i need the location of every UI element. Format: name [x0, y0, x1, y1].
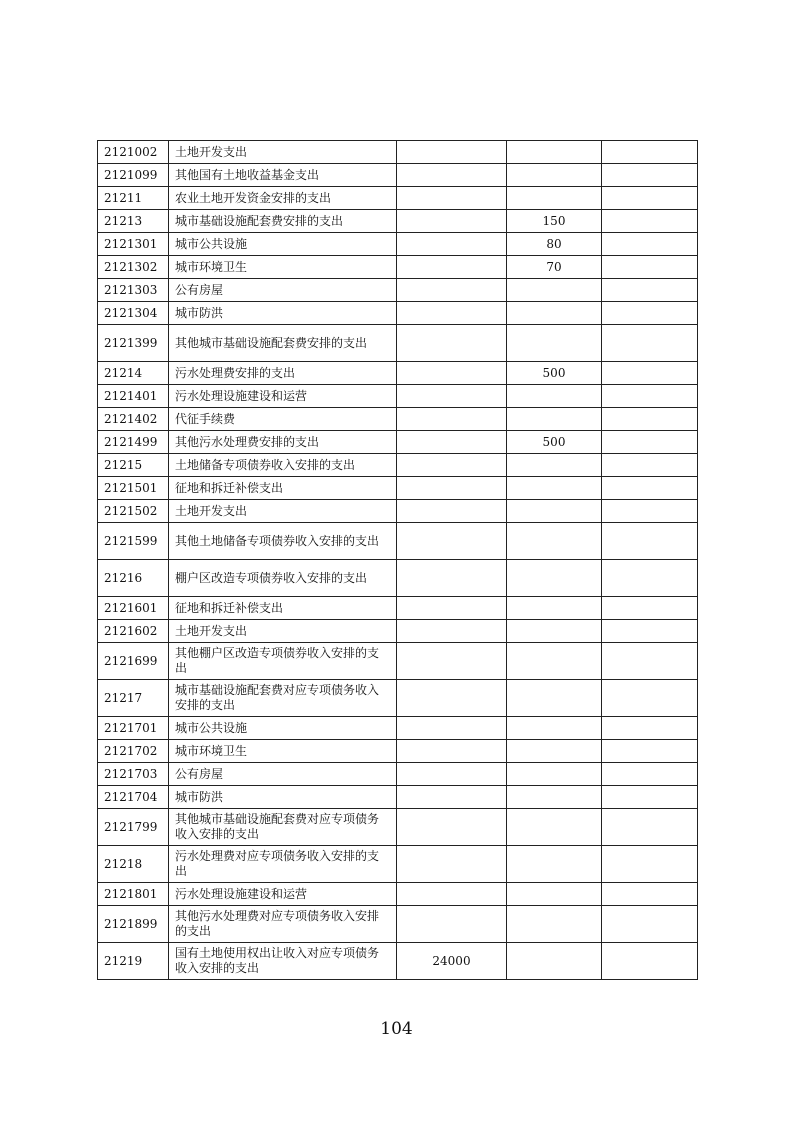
- code-cell: 2121599: [98, 523, 169, 560]
- table-row: [98, 233, 698, 256]
- table-row: [98, 454, 698, 477]
- amount-cell-3: [602, 362, 698, 385]
- amount-cell-2: [507, 597, 602, 620]
- amount-cell-1: [397, 164, 507, 187]
- amount-cell-1: [397, 560, 507, 597]
- amount-cell-3: [602, 256, 698, 279]
- table-row: [98, 680, 698, 717]
- name-cell: 城市公共设施: [169, 717, 397, 740]
- table-row: [98, 362, 698, 385]
- amount-cell-2: [507, 325, 602, 362]
- amount-cell-1: [397, 763, 507, 786]
- name-cell: 其他土地储备专项债券收入安排的支出: [169, 523, 397, 560]
- table-row: [98, 500, 698, 523]
- amount-cell-1: [397, 362, 507, 385]
- amount-cell-2: 80: [507, 233, 602, 256]
- amount-cell-3: [602, 680, 698, 717]
- code-cell: 2121601: [98, 597, 169, 620]
- amount-cell-1: [397, 408, 507, 431]
- code-cell: 2121302: [98, 256, 169, 279]
- amount-cell-3: [602, 846, 698, 883]
- amount-cell-3: [602, 597, 698, 620]
- code-cell: 21214: [98, 362, 169, 385]
- name-cell: 其他城市基础设施配套费安排的支出: [169, 325, 397, 362]
- name-cell: 污水处理费安排的支出: [169, 362, 397, 385]
- amount-cell-2: [507, 523, 602, 560]
- name-cell: 土地开发支出: [169, 500, 397, 523]
- amount-cell-2: 500: [507, 431, 602, 454]
- name-cell: 其他污水处理费安排的支出: [169, 431, 397, 454]
- code-cell: 2121002: [98, 141, 169, 164]
- amount-cell-1: [397, 620, 507, 643]
- amount-cell-2: [507, 680, 602, 717]
- name-cell: 其他污水处理费对应专项债务收入安排的支出: [169, 906, 397, 943]
- name-cell: 土地开发支出: [169, 141, 397, 164]
- amount-cell-2: [507, 883, 602, 906]
- amount-cell-1: [397, 883, 507, 906]
- amount-cell-3: [602, 883, 698, 906]
- amount-cell-2: [507, 385, 602, 408]
- name-cell: 农业土地开发资金安排的支出: [169, 187, 397, 210]
- amount-cell-1: [397, 680, 507, 717]
- amount-cell-1: [397, 210, 507, 233]
- amount-cell-3: [602, 325, 698, 362]
- code-cell: 21211: [98, 187, 169, 210]
- amount-cell-3: [602, 385, 698, 408]
- amount-cell-3: [602, 164, 698, 187]
- amount-cell-2: [507, 809, 602, 846]
- amount-cell-2: [507, 477, 602, 500]
- code-cell: 2121702: [98, 740, 169, 763]
- amount-cell-3: [602, 408, 698, 431]
- code-cell: 2121402: [98, 408, 169, 431]
- code-cell: 21216: [98, 560, 169, 597]
- code-cell: 21217: [98, 680, 169, 717]
- table-row: [98, 786, 698, 809]
- code-cell: 21219: [98, 943, 169, 980]
- amount-cell-2: [507, 943, 602, 980]
- page-number: 104: [380, 1019, 413, 1039]
- amount-cell-2: [507, 643, 602, 680]
- name-cell: 城市基础设施配套费安排的支出: [169, 210, 397, 233]
- amount-cell-3: [602, 431, 698, 454]
- amount-cell-2: 500: [507, 362, 602, 385]
- amount-cell-2: [507, 786, 602, 809]
- code-cell: 2121099: [98, 164, 169, 187]
- table-row: [98, 187, 698, 210]
- amount-cell-3: [602, 141, 698, 164]
- table-row: [98, 431, 698, 454]
- name-cell: 城市公共设施: [169, 233, 397, 256]
- name-cell: 污水处理费对应专项债务收入安排的支出: [169, 846, 397, 883]
- table-row: [98, 620, 698, 643]
- amount-cell-2: [507, 846, 602, 883]
- amount-cell-1: [397, 786, 507, 809]
- amount-cell-2: [507, 906, 602, 943]
- amount-cell-2: [507, 500, 602, 523]
- amount-cell-1: [397, 477, 507, 500]
- amount-cell-3: [602, 943, 698, 980]
- amount-cell-3: [602, 560, 698, 597]
- name-cell: 国有土地使用权出让收入对应专项债务收入安排的支出: [169, 943, 397, 980]
- amount-cell-3: [602, 500, 698, 523]
- code-cell: 2121799: [98, 809, 169, 846]
- amount-cell-1: 24000: [397, 943, 507, 980]
- amount-cell-3: [602, 740, 698, 763]
- amount-cell-2: [507, 279, 602, 302]
- amount-cell-3: [602, 302, 698, 325]
- table-row: [98, 597, 698, 620]
- amount-cell-1: [397, 597, 507, 620]
- amount-cell-3: [602, 187, 698, 210]
- table-row: [98, 763, 698, 786]
- code-cell: 2121801: [98, 883, 169, 906]
- code-cell: 2121401: [98, 385, 169, 408]
- table-row: [98, 279, 698, 302]
- code-cell: 2121499: [98, 431, 169, 454]
- amount-cell-3: [602, 643, 698, 680]
- code-cell: 2121399: [98, 325, 169, 362]
- table-body: [98, 141, 698, 980]
- table-row: [98, 943, 698, 980]
- amount-cell-1: [397, 809, 507, 846]
- table-row: [98, 740, 698, 763]
- amount-cell-1: [397, 717, 507, 740]
- code-cell: 2121304: [98, 302, 169, 325]
- name-cell: 城市防洪: [169, 786, 397, 809]
- amount-cell-3: [602, 620, 698, 643]
- amount-cell-1: [397, 454, 507, 477]
- code-cell: 2121699: [98, 643, 169, 680]
- table-row: [98, 906, 698, 943]
- amount-cell-1: [397, 385, 507, 408]
- amount-cell-2: [507, 141, 602, 164]
- amount-cell-1: [397, 325, 507, 362]
- amount-cell-1: [397, 846, 507, 883]
- amount-cell-2: [507, 454, 602, 477]
- name-cell: 征地和拆迁补偿支出: [169, 477, 397, 500]
- amount-cell-3: [602, 523, 698, 560]
- name-cell: 城市防洪: [169, 302, 397, 325]
- name-cell: 污水处理设施建设和运营: [169, 385, 397, 408]
- code-cell: 21213: [98, 210, 169, 233]
- amount-cell-1: [397, 523, 507, 560]
- code-cell: 21215: [98, 454, 169, 477]
- table-row: [98, 408, 698, 431]
- code-cell: 2121501: [98, 477, 169, 500]
- table-row: [98, 302, 698, 325]
- name-cell: 污水处理设施建设和运营: [169, 883, 397, 906]
- code-cell: 21218: [98, 846, 169, 883]
- amount-cell-1: [397, 279, 507, 302]
- table-row: [98, 385, 698, 408]
- code-cell: 2121703: [98, 763, 169, 786]
- code-cell: 2121303: [98, 279, 169, 302]
- amount-cell-1: [397, 233, 507, 256]
- amount-cell-1: [397, 740, 507, 763]
- amount-cell-3: [602, 477, 698, 500]
- name-cell: 公有房屋: [169, 279, 397, 302]
- code-cell: 2121502: [98, 500, 169, 523]
- table-row: [98, 210, 698, 233]
- amount-cell-2: [507, 740, 602, 763]
- amount-cell-1: [397, 500, 507, 523]
- table-row: [98, 325, 698, 362]
- name-cell: 棚户区改造专项债券收入安排的支出: [169, 560, 397, 597]
- code-cell: 2121899: [98, 906, 169, 943]
- amount-cell-1: [397, 256, 507, 279]
- code-cell: 2121301: [98, 233, 169, 256]
- amount-cell-1: [397, 141, 507, 164]
- amount-cell-2: [507, 187, 602, 210]
- amount-cell-3: [602, 763, 698, 786]
- table-row: [98, 256, 698, 279]
- amount-cell-3: [602, 786, 698, 809]
- name-cell: 其他城市基础设施配套费对应专项债务收入安排的支出: [169, 809, 397, 846]
- table-row: [98, 477, 698, 500]
- amount-cell-2: [507, 717, 602, 740]
- code-cell: 2121701: [98, 717, 169, 740]
- code-cell: 2121704: [98, 786, 169, 809]
- name-cell: 城市环境卫生: [169, 740, 397, 763]
- table-row: [98, 809, 698, 846]
- amount-cell-3: [602, 906, 698, 943]
- table-row: [98, 560, 698, 597]
- name-cell: 代征手续费: [169, 408, 397, 431]
- table-row: [98, 141, 698, 164]
- name-cell: 其他棚户区改造专项债券收入安排的支出: [169, 643, 397, 680]
- amount-cell-2: 150: [507, 210, 602, 233]
- name-cell: 土地储备专项债券收入安排的支出: [169, 454, 397, 477]
- table-row: [98, 523, 698, 560]
- amount-cell-3: [602, 454, 698, 477]
- amount-cell-2: [507, 620, 602, 643]
- amount-cell-2: [507, 408, 602, 431]
- amount-cell-1: [397, 643, 507, 680]
- amount-cell-3: [602, 210, 698, 233]
- budget-table: [97, 140, 698, 980]
- name-cell: 城市环境卫生: [169, 256, 397, 279]
- amount-cell-2: [507, 164, 602, 187]
- amount-cell-2: [507, 560, 602, 597]
- amount-cell-1: [397, 187, 507, 210]
- table-row: [98, 846, 698, 883]
- amount-cell-3: [602, 233, 698, 256]
- amount-cell-3: [602, 279, 698, 302]
- code-cell: 2121602: [98, 620, 169, 643]
- table-row: [98, 883, 698, 906]
- amount-cell-2: [507, 302, 602, 325]
- amount-cell-1: [397, 302, 507, 325]
- name-cell: 土地开发支出: [169, 620, 397, 643]
- name-cell: 征地和拆迁补偿支出: [169, 597, 397, 620]
- amount-cell-1: [397, 906, 507, 943]
- name-cell: 其他国有土地收益基金支出: [169, 164, 397, 187]
- amount-cell-2: [507, 763, 602, 786]
- name-cell: 公有房屋: [169, 763, 397, 786]
- amount-cell-1: [397, 431, 507, 454]
- name-cell: 城市基础设施配套费对应专项债务收入安排的支出: [169, 680, 397, 717]
- amount-cell-3: [602, 717, 698, 740]
- amount-cell-2: 70: [507, 256, 602, 279]
- table-row: [98, 164, 698, 187]
- amount-cell-3: [602, 809, 698, 846]
- table-row: [98, 717, 698, 740]
- table-row: [98, 643, 698, 680]
